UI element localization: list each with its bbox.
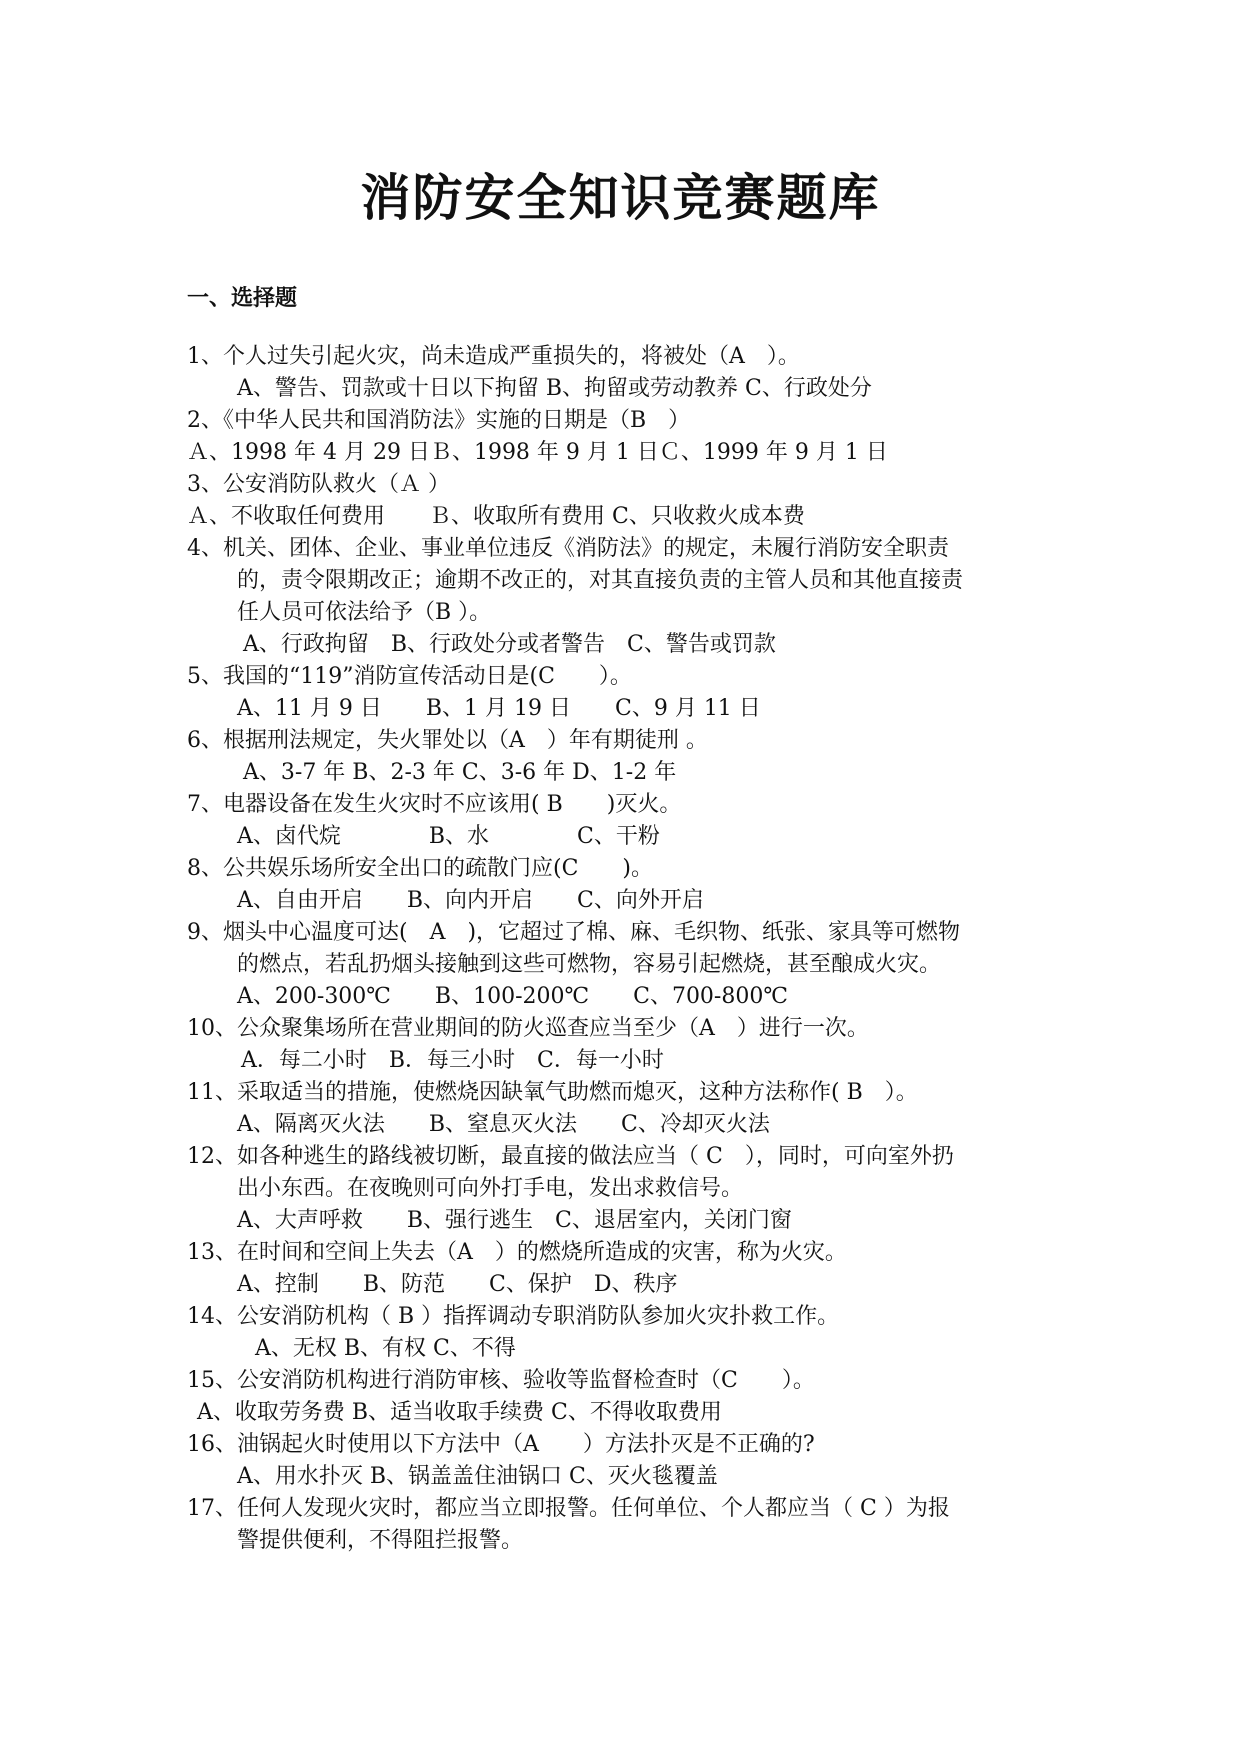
question-6: 6、根据刑法规定，失火罪处以（A ）年有期徒刑 。 xyxy=(187,728,708,753)
question-12: 12、如各种逃生的路线被切断，最直接的做法应当（ C ），同时，可向室外扔 xyxy=(187,1144,954,1169)
page-title: 消防安全知识竞赛题库 xyxy=(360,168,881,227)
question-15: 15、公安消防机构进行消防审核、验收等监督检查时（C ）。 xyxy=(187,1368,815,1393)
question-14: 14、公安消防机构（ B ）指挥调动专职消防队参加火灾扑救工作。 xyxy=(187,1304,840,1329)
question-13-options: A、控制 B、防范 C、保护 D、秩序 xyxy=(237,1272,678,1297)
question-7: 7、电器设备在发生火灾时不应该用( B )灭火。 xyxy=(187,792,682,817)
question-12-cont: 出小东西。在夜晚则可向外打手电，发出求救信号。 xyxy=(237,1176,744,1201)
question-7-options: A、卤代烷 B、水 C、干粉 xyxy=(237,824,660,849)
question-9-options: A、200-300℃ B、100-200℃ C、700-800℃ xyxy=(237,984,788,1009)
question-4-options: A、行政拘留 B、行政处分或者警告 C、警告或罚款 xyxy=(243,632,776,657)
question-10: 10、公众聚集场所在营业期间的防火巡查应当至少（A ）进行一次。 xyxy=(187,1016,869,1041)
question-5: 5、我国的“119”消防宣传活动日是(C ）。 xyxy=(187,664,632,689)
question-11: 11、采取适当的措施，使燃烧因缺氧气助燃而熄灭，这种方法称作( B ）。 xyxy=(187,1080,918,1105)
question-9-cont: 的燃点，若乱扔烟头接触到这些可燃物，容易引起燃烧，甚至酿成火灾。 xyxy=(237,952,942,977)
section-heading: 一、选择题 xyxy=(187,286,298,311)
question-8-options: A、自由开启 B、向内开启 C、向外开启 xyxy=(237,888,704,913)
question-5-options: A、11 月 9 日 B、1 月 19 日 C、9 月 11 日 xyxy=(237,696,761,721)
question-6-options: A、3-7 年 B、2-3 年 C、3-6 年 D、1-2 年 xyxy=(243,760,677,785)
question-9: 9、烟头中心温度可达( A )，它超过了棉、麻、毛织物、纸张、家具等可燃物 xyxy=(187,920,961,945)
question-16-options: A、用水扑灭 B、锅盖盖住油锅口 C、灭火毯覆盖 xyxy=(237,1464,718,1489)
question-4: 4、机关、团体、企业、事业单位违反《消防法》的规定，未履行消防安全职责 xyxy=(187,536,949,561)
question-3: 3、公安消防队救火（Ａ ） xyxy=(187,472,450,497)
question-1: 1、个人过失引起火灾，尚未造成严重损失的，将被处（A ）。 xyxy=(187,344,800,369)
question-15-options: A、收取劳务费 B、适当收取手续费 C、不得收取费用 xyxy=(197,1400,722,1425)
question-14-options: A、无权 B、有权 C、不得 xyxy=(255,1336,516,1361)
question-12-options: A、大声呼救 B、强行逃生 C、退居室内，关闭门窗 xyxy=(237,1208,792,1233)
question-2-options: Ａ、1998 年 4 月 29 日Ｂ、1998 年 9 月 1 日Ｃ、1999 年 9 月 1 日 xyxy=(187,440,888,465)
question-16: 16、油锅起火时使用以下方法中（A ）方法扑灭是不正确的? xyxy=(187,1432,815,1457)
question-17: 17、任何人发现火灾时，都应当立即报警。任何单位、个人都应当（ C ）为报 xyxy=(187,1496,950,1521)
question-3-options: Ａ、不收取任何费用 Ｂ、收取所有费用 C、只收救火成本费 xyxy=(187,504,805,529)
question-17-cont: 警提供便利，不得阻拦报警。 xyxy=(237,1528,524,1553)
question-4-cont-1: 的，责令限期改正；逾期不改正的，对其直接负责的主管人员和其他直接责 xyxy=(237,568,964,593)
question-8: 8、公共娱乐场所安全出口的疏散门应(C )。 xyxy=(187,856,653,881)
question-1-options: A、警告、罚款或十日以下拘留 B、拘留或劳动教养 C、行政处分 xyxy=(237,376,872,401)
question-4-cont-2: 任人员可依法给予（B ）。 xyxy=(237,600,492,625)
question-2: 2、《中华人民共和国消防法》实施的日期是（B ） xyxy=(187,408,691,433)
question-10-options: A．每二小时 B．每三小时 C．每一小时 xyxy=(241,1048,664,1073)
question-13: 13、在时间和空间上失去（A ）的燃烧所造成的灾害，称为火灾。 xyxy=(187,1240,847,1265)
question-11-options: A、隔离灭火法 B、窒息灭火法 C、冷却灭火法 xyxy=(237,1112,770,1137)
